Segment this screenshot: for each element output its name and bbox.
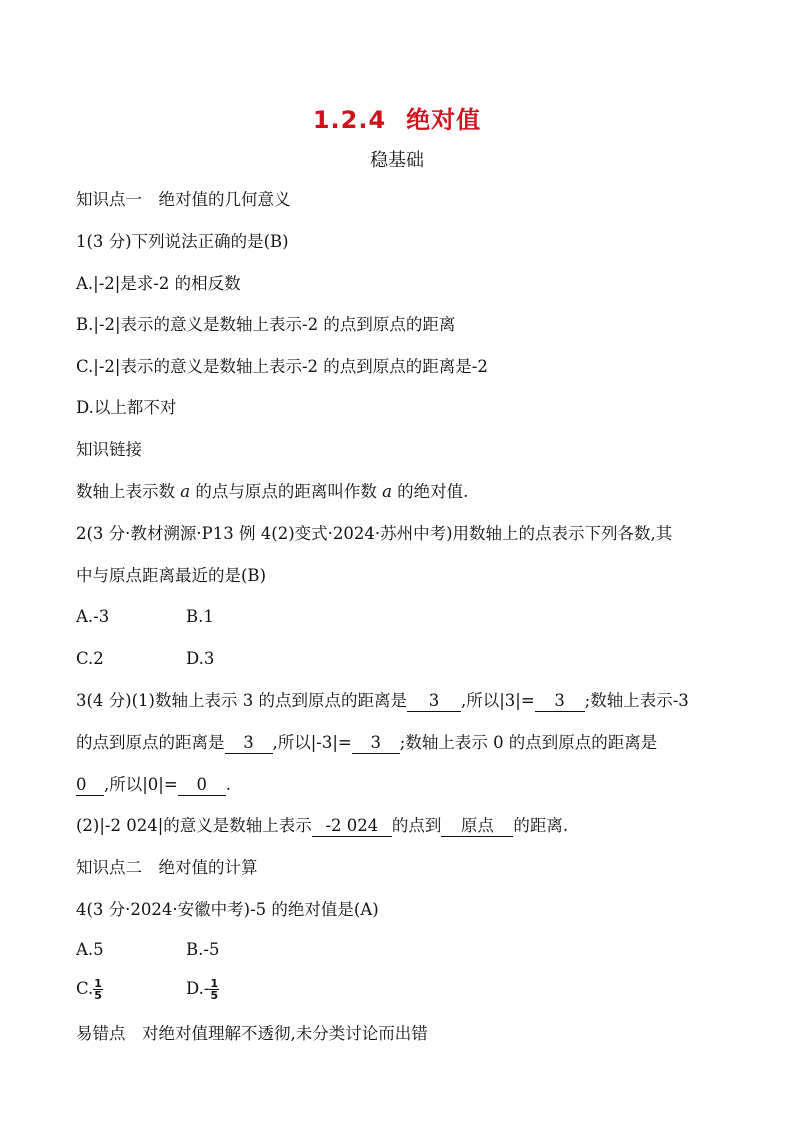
q3-text-6: ;数轴上表示 0 的点到原点的距离是 (399, 733, 658, 752)
option-c-prefix: C. (76, 979, 94, 998)
question-3-line-2 (76, 731, 657, 755)
fraction-denominator: 5 (210, 989, 219, 1002)
question-1-option-b: B.|-2|表示的意义是数轴上表示-2 的点到原点的距离 (76, 315, 456, 334)
q3-answer-7: -2 024 (312, 816, 392, 837)
q3-answer-4: 3 (352, 733, 400, 754)
q3-text-1: 3(4 分)(1)数轴上表示 3 的点到原点的距离是 (76, 691, 407, 710)
question-2-options-row-2 (76, 647, 376, 671)
q3-text-5: ,所以|-3|= (272, 733, 352, 752)
link-text-part-1: 数轴上表示数 (76, 482, 181, 501)
fraction-numerator: 1 (94, 977, 102, 990)
question-2-option-b: B.1 (186, 607, 214, 626)
question-2-options-row-1 (76, 605, 376, 629)
question-1-option-a: A.|-2|是求-2 的相反数 (76, 274, 241, 293)
question-1-stem: 1(3 分)下列说法正确的是(B) (76, 232, 289, 251)
fraction-numerator: 1 (210, 977, 219, 990)
knowledge-point-1-heading: 知识点一 绝对值的几何意义 (76, 190, 291, 209)
question-1-option-c: C.|-2|表示的意义是数轴上表示-2 的点到原点的距离是-2 (76, 357, 488, 376)
question-4-option-c (76, 977, 103, 1002)
question-4-option-a: A.5 (76, 940, 104, 959)
question-2-stem-line-2: 中与原点距离最近的是(B) (76, 566, 266, 585)
question-4-options-row-1 (76, 938, 376, 962)
question-3-part-2 (76, 814, 568, 838)
q3-part2-text-1: (2)|-2 024|的意义是数轴上表示 (76, 816, 312, 835)
q3-part2-text-2: 的点到 (391, 816, 442, 835)
knowledge-point-2-heading: 知识点二 绝对值的计算 (76, 858, 258, 877)
fraction-denominator: 5 (94, 989, 102, 1002)
q3-text-8: . (225, 775, 231, 794)
q3-answer-8: 原点 (441, 816, 513, 837)
question-3-line-1 (76, 689, 689, 713)
q3-text-2: ,所以|3|= (460, 691, 535, 710)
knowledge-link-heading: 知识链接 (76, 440, 142, 459)
link-variable-2: a (382, 482, 392, 501)
lesson-title (0, 100, 794, 135)
section-subtitle: 稳基础 (370, 150, 424, 171)
q3-text-7: ,所以|0|= (104, 775, 178, 794)
q3-answer-3: 3 (225, 733, 273, 754)
q3-answer-1: 3 (407, 691, 461, 712)
option-d-prefix: D.- (186, 979, 210, 998)
link-text-part-2: 的点与原点的距离叫作数 (190, 482, 383, 501)
q3-text-3: ;数轴上表示-3 (584, 691, 689, 710)
lesson-name: 绝对值 (406, 106, 482, 134)
q3-answer-6: 0 (178, 775, 226, 796)
question-4-stem: 4(3 分·2024·安徽中考)-5 的绝对值是(A) (76, 900, 379, 919)
q3-text-4: 的点到原点的距离是 (76, 733, 225, 752)
q3-answer-2: 3 (535, 691, 585, 712)
q3-part2-text-3: 的距离. (513, 816, 569, 835)
knowledge-link-text (76, 480, 468, 504)
fraction-one-fifth (93, 978, 103, 1001)
question-4-option-d (186, 974, 219, 1004)
question-4-options-row-2 (76, 974, 376, 1004)
question-2-option-d: D.3 (186, 649, 215, 668)
error-prone-point-heading: 易错点 对绝对值理解不透彻,未分类讨论而出错 (76, 1024, 428, 1043)
question-1-option-d: D.以上都不对 (76, 398, 177, 417)
link-text-part-3: 的绝对值. (391, 482, 469, 501)
question-2-option-a: A.-3 (76, 607, 110, 626)
fraction-neg-one-fifth (209, 978, 219, 1001)
question-2-stem-line-1: 2(3 分·教材溯源·P13 例 4(2)变式·2024·苏州中考)用数轴上的点表示下列各数,其 (76, 524, 673, 543)
question-4-option-b: B.-5 (186, 940, 220, 959)
link-variable: a (180, 482, 191, 501)
question-3-line-3 (76, 773, 231, 797)
lesson-number: 1.2.4 (312, 106, 387, 134)
q3-answer-5: 0 (76, 775, 104, 796)
question-2-option-c: C.2 (76, 649, 104, 668)
